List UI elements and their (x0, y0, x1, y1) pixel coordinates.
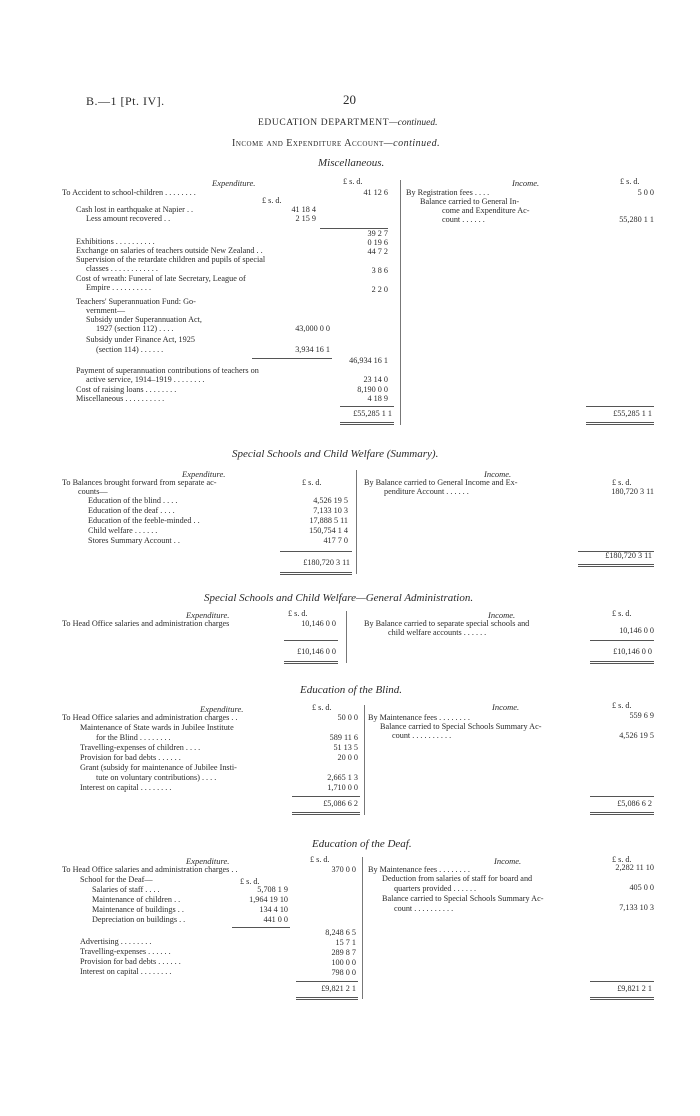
line: tute on voluntary contributions) . . . . (96, 773, 217, 782)
amount: 55,280 1 1 (619, 215, 654, 224)
amount: 50 0 0 (337, 713, 358, 722)
line: Subsidy under Superannuation Act, (86, 315, 202, 324)
section-title: Special Schools and Child Welfare (Summary). (232, 448, 439, 460)
line: To Head Office salaries and administration charges . . (62, 865, 238, 874)
line: Balance carried to Special Schools Summary Ac- (380, 722, 542, 731)
amount: 2,665 1 3 (327, 773, 358, 782)
line: By Registration fees . . . . (406, 188, 490, 197)
currency-heading: £ s. d. (302, 478, 322, 487)
section-title: Miscellaneous. (318, 157, 385, 169)
line: count . . . . . . (442, 215, 485, 224)
document-code: B.—1 [Pt. IV]. (86, 94, 165, 108)
line: quarters provided . . . . . . (394, 884, 477, 893)
amount: 44 7 2 (367, 247, 388, 256)
currency-heading-sub: £ s. d. (240, 877, 260, 886)
currency-heading-income: £ s. d. (612, 855, 632, 864)
total: £55,285 1 1 (353, 409, 392, 418)
line: Exchange on salaries of teachers outside New Zealand . . (76, 246, 263, 255)
amount: 798 0 0 (331, 968, 356, 977)
line: Maintenance of State wards in Jubilee Institute (80, 723, 234, 732)
expenditure-heading: Expenditure. (182, 469, 226, 479)
line: Education of the blind . . . . (88, 496, 178, 505)
line: penditure Account . . . . . . (384, 487, 469, 496)
line: To Balances brought forward from separate ac- (62, 478, 217, 487)
line: Miscellaneous . . . . . . . . . . (76, 394, 165, 403)
amount: 20 0 0 (337, 753, 358, 762)
section-title: Education of the Blind. (300, 684, 403, 696)
line: Cost of raising loans . . . . . . . . (76, 385, 177, 394)
sub-amount: 2 15 9 (295, 214, 316, 223)
currency-heading-income: £ s. d. (620, 177, 640, 186)
line: Supervision of the retardate children and pupils of special (76, 255, 266, 264)
sub-amount: 3,934 16 1 (295, 345, 330, 354)
amount: 4 18 9 (367, 394, 388, 403)
expenditure-heading: Expenditure. (200, 704, 244, 714)
line: vernment— (86, 306, 126, 315)
line: Advertising . . . . . . . . (80, 937, 152, 946)
amount: 7,133 10 3 (313, 506, 348, 515)
line: Balance carried to General In- (420, 197, 520, 206)
line: Interest on capital . . . . . . . . (80, 967, 172, 976)
amount: 3 8 6 (371, 266, 388, 275)
department-title: EDUCATION DEPARTMENT—continued. (258, 118, 438, 128)
currency-heading: £ s. d. (343, 177, 363, 186)
line: Balance carried to Special Schools Summary Ac- (382, 894, 544, 903)
line: By Balance carried to General Income and Ex- (364, 478, 518, 487)
line: Empire . . . . . . . . . . (86, 283, 152, 292)
sub-amount: 43,000 0 0 (295, 324, 330, 333)
line: come and Expenditure Ac- (442, 206, 530, 215)
amount: 180,720 3 11 (611, 487, 654, 496)
amount: 370 0 0 (331, 865, 356, 874)
line: Interest on capital . . . . . . . . (80, 783, 172, 792)
sub-amount: 441 0 0 (263, 915, 288, 924)
currency-heading-sub: £ s. d. (262, 196, 282, 205)
income-heading: Income. (512, 178, 540, 188)
amount: 17,888 5 11 (309, 516, 348, 525)
amount: 7,133 10 3 (619, 903, 654, 912)
line: Exhibitions . . . . . . . . . . (76, 237, 155, 246)
line: Provision for bad debts . . . . . . (80, 753, 181, 762)
line: child welfare accounts . . . . . . (388, 628, 487, 637)
amount: 39 2 7 (367, 229, 388, 238)
line: Deduction from salaries of staff for board and (382, 874, 533, 883)
total: £55,285 1 1 (613, 409, 652, 418)
line: Travelling-expenses . . . . . . (80, 947, 171, 956)
line: Education of the feeble-minded . . (88, 516, 200, 525)
amount: 589 11 6 (329, 733, 358, 742)
amount: 15 7 1 (335, 938, 356, 947)
amount: 417 7 0 (323, 536, 348, 545)
expenditure-heading: Expenditure. (212, 178, 256, 188)
amount: 23 14 0 (363, 375, 388, 384)
line: Payment of superannuation contributions of teachers on (76, 366, 259, 375)
total: £180,720 3 11 (605, 551, 652, 560)
total: £9,821 2 1 (321, 984, 356, 993)
amount: 10,146 0 0 (301, 619, 336, 628)
amount: 4,526 19 5 (313, 496, 348, 505)
currency-heading: £ s. d. (310, 855, 330, 864)
currency-heading-income: £ s. d. (612, 609, 632, 618)
line: counts— (78, 487, 108, 496)
line: Provision for bad debts . . . . . . (80, 957, 181, 966)
sub-amount: 41 18 4 (291, 205, 316, 214)
line: To Accident to school-children . . . . . . . . (62, 188, 196, 197)
line: for the Blind . . . . . . . . (96, 733, 171, 742)
amount: 2,282 11 10 (615, 863, 654, 872)
line: Education of the deaf . . . . (88, 506, 175, 515)
line: Child welfare . . . . . . (88, 526, 158, 535)
sub-amount: 134 4 10 (259, 905, 288, 914)
line: Depreciation on buildings . . (92, 915, 186, 924)
amount: 150,754 1 4 (309, 526, 348, 535)
income-heading: Income. (492, 702, 520, 712)
amount: 5 0 0 (637, 188, 654, 197)
expenditure-heading: Expenditure. (186, 856, 230, 866)
line: classes . . . . . . . . . . . . (86, 264, 158, 273)
line: Travelling-expenses of children . . . . (80, 743, 201, 752)
amount: 100 0 0 (331, 958, 356, 967)
currency-heading: £ s. d. (288, 609, 308, 618)
currency-heading-income: £ s. d. (612, 701, 632, 710)
account-title: Income and Expenditure Account—continued. (232, 138, 441, 149)
sub-amount: 1,964 19 10 (249, 895, 288, 904)
income-heading: Income. (484, 469, 512, 479)
line: Cash lost in earthquake at Napier . . (76, 205, 194, 214)
line: count . . . . . . . . . . (392, 731, 452, 740)
line: Grant (subsidy for maintenance of Jubilee Insti- (80, 763, 237, 772)
total: £9,821 2 1 (617, 984, 652, 993)
total: £10,146 0 0 (297, 647, 336, 656)
amount: 41 12 6 (363, 188, 388, 197)
line: active service, 1914–1919 . . . . . . . . (86, 375, 205, 384)
amount: 51 13 5 (333, 743, 358, 752)
income-heading: Income. (488, 610, 516, 620)
line: Stores Summary Account . . (88, 536, 180, 545)
line: (section 114) . . . . . . (96, 345, 164, 354)
amount: 559 6 9 (629, 711, 654, 720)
line: Less amount recovered . . (86, 214, 171, 223)
line: By Maintenance fees . . . . . . . . (368, 865, 470, 874)
line: Maintenance of children . . (92, 895, 181, 904)
line: Maintenance of buildings . . (92, 905, 184, 914)
sub-amount: 5,708 1 9 (257, 885, 288, 894)
line: School for the Deaf— (80, 875, 153, 884)
line: To Head Office salaries and administration charges (62, 619, 230, 628)
expenditure-heading: Expenditure. (186, 610, 230, 620)
section-title: Special Schools and Child Welfare—General Administration. (204, 592, 474, 604)
line: By Maintenance fees . . . . . . . . (368, 713, 470, 722)
page-number: 20 (343, 92, 356, 107)
currency-heading-income: £ s. d. (612, 478, 632, 487)
amount: 8,248 6 5 (325, 928, 356, 937)
line: Teachers' Superannuation Fund: Go- (76, 297, 196, 306)
amount: 10,146 0 0 (619, 626, 654, 635)
line: Salaries of staff . . . . (92, 885, 160, 894)
line: 1927 (section 112) . . . . (96, 324, 174, 333)
amount: 289 8 7 (331, 948, 356, 957)
total: £10,146 0 0 (613, 647, 652, 656)
line: By Balance carried to separate special schools and (364, 619, 530, 628)
amount: 0 19 6 (367, 238, 388, 247)
line: Subsidy under Finance Act, 1925 (86, 335, 195, 344)
amount: 1,710 0 0 (327, 783, 358, 792)
line: Cost of wreath: Funeral of late Secretary, League of (76, 274, 246, 283)
total: £5,086 6 2 (323, 799, 358, 808)
amount: 8,190 0 0 (357, 385, 388, 394)
total: £5,086 6 2 (617, 799, 652, 808)
amount: 405 0 0 (629, 883, 654, 892)
total: £180,720 3 11 (303, 558, 350, 567)
income-heading: Income. (494, 856, 522, 866)
amount: 4,526 19 5 (619, 731, 654, 740)
amount: 2 2 0 (371, 285, 388, 294)
line: count . . . . . . . . . . (394, 904, 454, 913)
amount: 46,934 16 1 (349, 356, 388, 365)
line: To Head Office salaries and administration charges . . (62, 713, 238, 722)
section-title: Education of the Deaf. (312, 838, 412, 850)
currency-heading: £ s. d. (312, 703, 332, 712)
